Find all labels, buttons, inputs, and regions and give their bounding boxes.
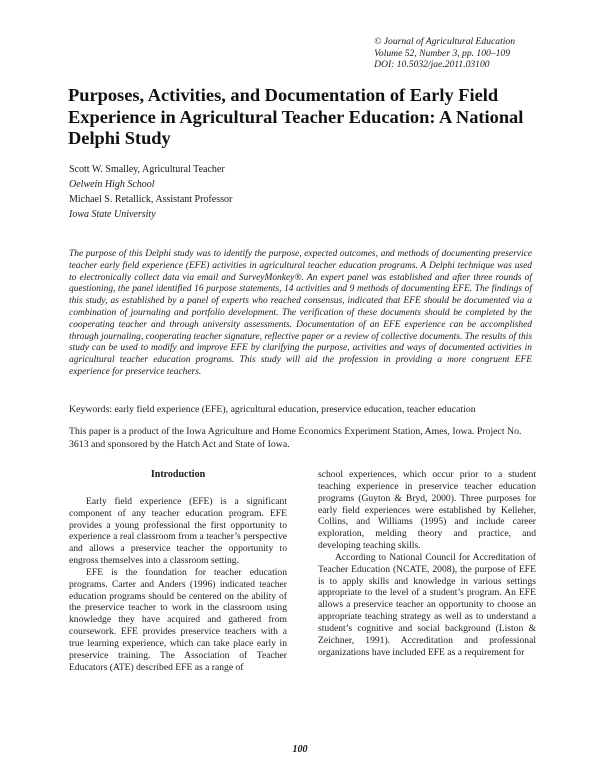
journal-name: © Journal of Agricultural Education — [374, 36, 515, 47]
author-1-name: Scott W. Smalley, Agricultural Teacher — [69, 164, 225, 175]
paragraph: According to National Council for Accreditation of Teacher Education (NCATE, 2008), the purpose of EFE is to apply skills and knowledge in various settings appropriate to the level of a student’s program. An EFE allows a preservice teacher an opportunity to choose an appropriate teaching strategy as well as to understand a student’s cognitive and social background (Liston & Zeichner, 1991). Accreditation and professional organizations have included EFE as a requirement for — [318, 551, 536, 658]
abstract: The purpose of this Delphi study was to identify the purpose, expected outcomes, and methods of documenting preservice teacher early field experience (EFE) activities in agricultural teacher education programs. A Delphi technique was used to electronically collect data via email and SurveyMonkey®. An expert panel was established and after three rounds of questioning, the panel identified 16 purpose statements, 14 activities and 9 methods of documenting EFE. The findings of this study, as established by a panel of experts who reached consensus, indicated that EFE should be documented via a combination of journaling and portfolio development. The verification of these documents should be completed by the cooperating teacher and through university assessments. Documentation of an EFE experience can be accomplished through journaling, cooperating teacher signature, reflective paper or a review of collective documents. The results of this study can be used to modify and improve EFE by clarifying the purpose, activities and ways of documented activities in agricultural teacher education programs. This study will aid the profession in providing a more congruent EFE experience for preservice teachers. — [69, 249, 532, 377]
paragraph: EFE is the foundation for teacher education programs. Carter and Anders (1996) indicated teacher education programs should be centered on the ability of the preservice teacher to work in the classroom using knowledge they have acquired and gathered from coursework. EFE provides preservice teachers with a true learning experience, which can take place early in preservice training. The Association of Teacher Educators (ATE) described EFE as a range of — [69, 566, 287, 673]
paragraph: school experiences, which occur prior to a student teaching experience in preservice teacher education programs (Guyton & Bryd, 2000). Three purposes for early field experiences were established by Kelleher, Collins, and Williams (1995) and include career exploration, melding theory and practice, and developing teaching skills. — [318, 469, 536, 552]
page-number: 100 — [292, 744, 308, 755]
left-column — [69, 469, 287, 674]
author-1-affiliation: Oelwein High School — [69, 179, 155, 190]
author-2-affiliation: Iowa State University — [69, 209, 156, 220]
keywords: Keywords: early field experience (EFE), agricultural education, preservice education, teacher education — [69, 404, 476, 415]
journal-volume: Volume 52, Number 3, pp. 100–109 — [374, 47, 511, 59]
author-2-name: Michael S. Retallick, Assistant Professor — [69, 194, 233, 205]
section-heading-introduction: Introduction — [150, 469, 206, 480]
journal-citation — [374, 36, 515, 71]
paper-title: Purposes, Activities, and Documentation of Early Field Experience in Agricultural Teacher Education: A National Delphi Study — [68, 85, 524, 148]
author-block — [69, 162, 232, 222]
paragraph: Early field experience (EFE) is a significant component of any teacher education program. EFE provides a young professional the first opportunity to experience a real classroom from a teacher’s perspective and allows a preservice teacher the opportunity to engross themselves into a classroom setting. — [69, 495, 287, 567]
journal-doi: DOI: 10.5032/jae.2011.03100 — [374, 59, 490, 70]
right-column — [318, 469, 536, 659]
funding-note: This paper is a product of the Iowa Agriculture and Home Economics Experiment Station, Ames, Iowa. Project No. 3613 and sponsored by the Hatch Act and State of Iowa. — [69, 426, 522, 450]
